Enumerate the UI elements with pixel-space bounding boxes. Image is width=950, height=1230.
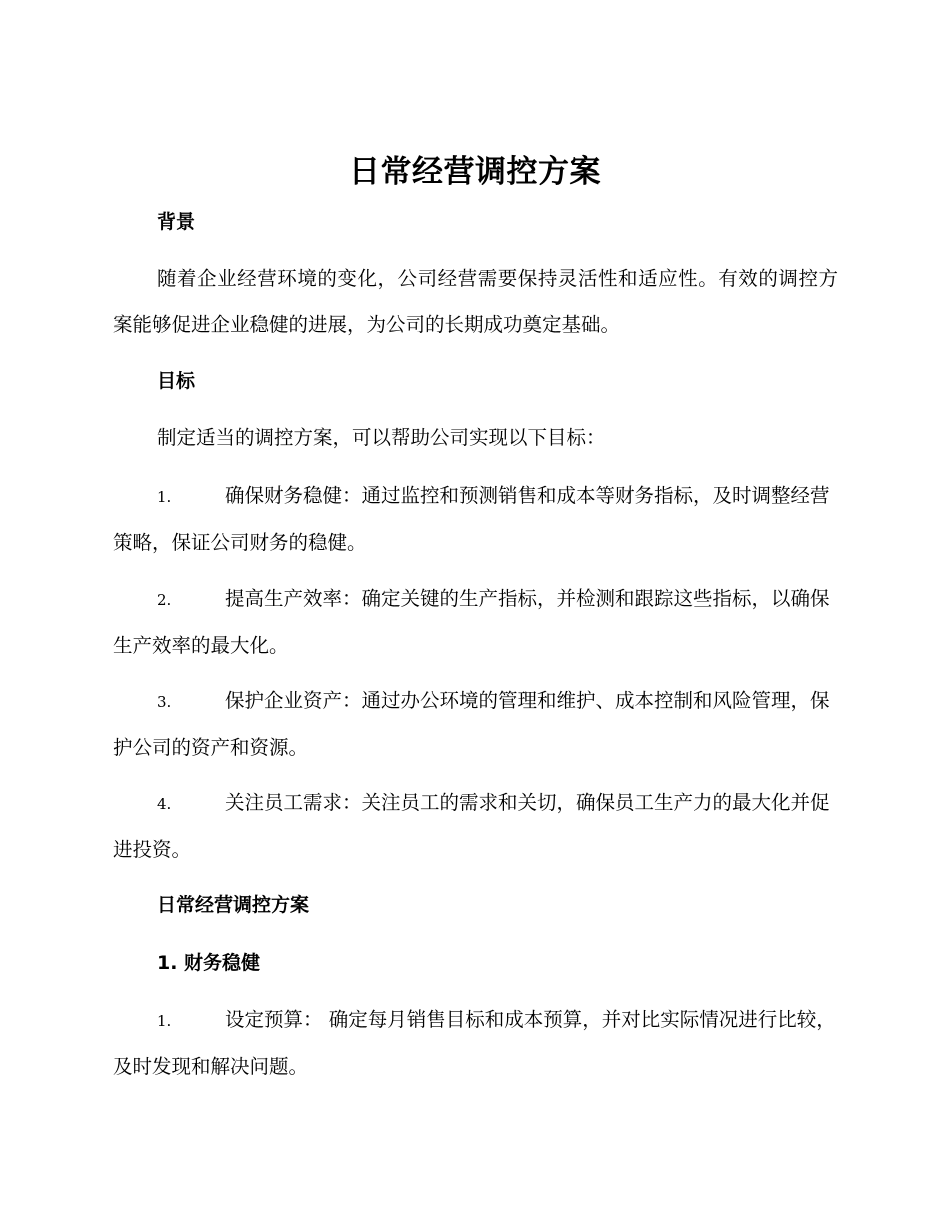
list-item-goal-3 xyxy=(113,678,838,771)
document-title: 日常经营调控方案 xyxy=(349,154,601,190)
paragraph-background: 随着企业经营环境的变化，公司经营需要保持灵活性和适应性。有效的调控方案能够促进企业稳健的进展，为公司的长期成功奠定基础。 xyxy=(113,267,838,336)
list-item-goal-2 xyxy=(113,576,838,669)
list-number: 4. xyxy=(157,795,172,813)
list-number: 1. xyxy=(157,488,172,506)
heading-plan: 日常经营调控方案 xyxy=(157,894,310,916)
heading-section-1: 1. 财务稳健 xyxy=(157,952,261,974)
paragraph-goals-intro: 制定适当的调控方案，可以帮助公司实现以下目标： xyxy=(157,426,606,449)
list-item-text: 设定预算： 确定每月销售目标和成本预算，并对比实际情况进行比较，及时发现和解决问题。 xyxy=(113,1008,836,1078)
list-item-section1-1 xyxy=(113,997,838,1090)
heading-goals: 目标 xyxy=(157,370,196,392)
list-item-text: 关注员工需求：关注员工的需求和关切，确保员工生产力的最大化并促进投资。 xyxy=(113,791,830,861)
list-number: 1. xyxy=(157,1012,172,1030)
heading-background: 背景 xyxy=(157,211,196,233)
list-item-text: 提高生产效率：确定关键的生产指标，并检测和跟踪这些指标，以确保生产效率的最大化。 xyxy=(113,587,830,657)
list-number: 2. xyxy=(157,591,172,609)
list-item-goal-1 xyxy=(113,473,838,566)
list-number: 3. xyxy=(157,693,172,711)
list-item-goal-4 xyxy=(113,780,838,873)
list-item-text: 确保财务稳健：通过监控和预测销售和成本等财务指标，及时调整经营策略，保证公司财务的稳健。 xyxy=(113,484,830,554)
list-item-text: 保护企业资产：通过办公环境的管理和维护、成本控制和风险管理，保护公司的资产和资源。 xyxy=(113,689,830,759)
